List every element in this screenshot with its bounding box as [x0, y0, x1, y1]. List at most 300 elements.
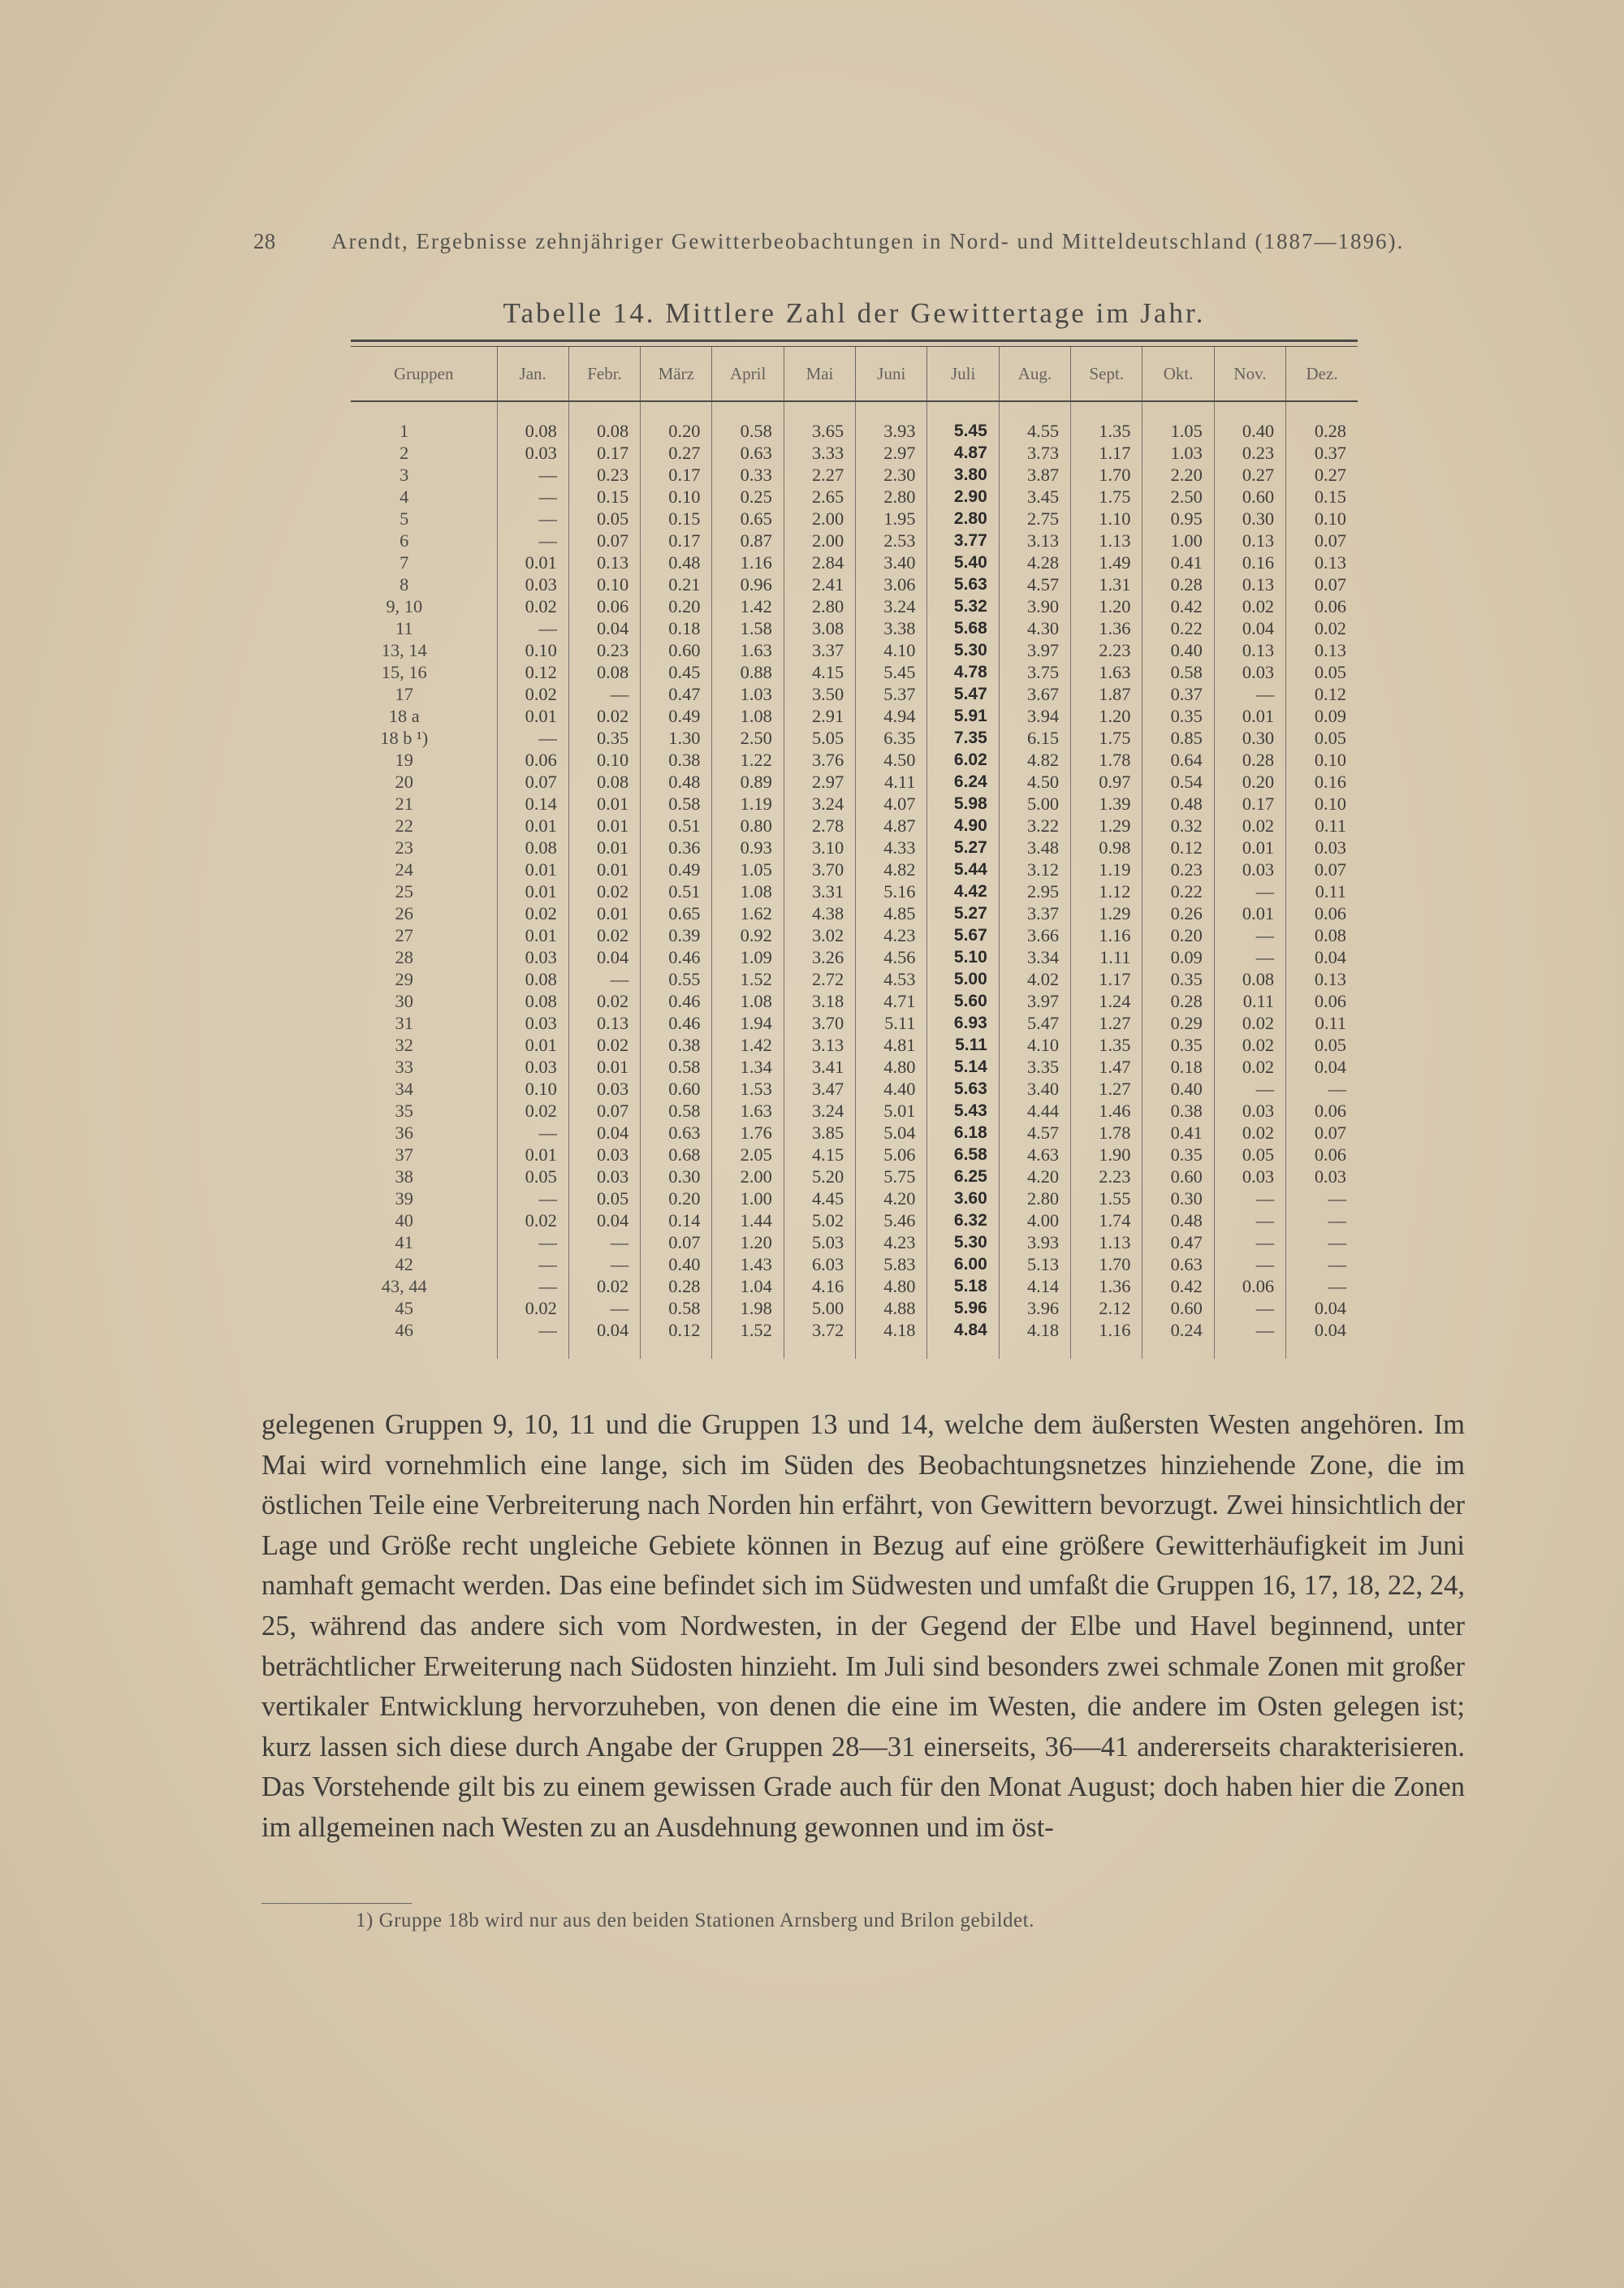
- value-cell: —: [1286, 1078, 1358, 1100]
- value-cell: 3.60: [927, 1187, 999, 1209]
- value-cell: 0.20: [641, 595, 712, 617]
- value-cell: 4.50: [999, 771, 1070, 793]
- header-title: Arendt, Ergebnisse zehnjähriger Gewitterbeobachtungen in Nord- und Mitteldeutschland (1887—1896).: [331, 229, 1405, 253]
- value-cell: 0.01: [568, 837, 640, 859]
- group-cell: 23: [395, 837, 413, 858]
- value-cell: 2.00: [784, 508, 855, 530]
- value-cell: 4.71: [856, 990, 927, 1012]
- column-header: Febr.: [568, 347, 640, 401]
- column-header: Jan.: [497, 347, 568, 401]
- value-cell: 1.39: [1071, 793, 1142, 815]
- value-cell: —: [1286, 1275, 1358, 1297]
- value-cell: 0.98: [1071, 837, 1142, 859]
- value-cell: 1.09: [712, 946, 784, 968]
- value-cell: 0.01: [497, 924, 568, 946]
- value-cell: 3.37: [999, 902, 1070, 924]
- value-cell: 5.46: [856, 1209, 927, 1231]
- value-cell: 0.01: [497, 705, 568, 727]
- value-cell: 1.35: [1071, 1034, 1142, 1056]
- value-cell: 4.88: [856, 1297, 927, 1319]
- value-cell: 5.63: [927, 573, 999, 595]
- value-cell: 3.45: [999, 486, 1070, 508]
- value-cell: 0.02: [497, 683, 568, 705]
- value-cell: 4.44: [999, 1100, 1070, 1122]
- value-cell: 0.08: [497, 420, 568, 442]
- value-cell: 3.85: [784, 1122, 855, 1144]
- value-cell: 3.12: [999, 859, 1070, 880]
- value-cell: 0.02: [568, 1034, 640, 1056]
- value-cell: 4.38: [784, 902, 855, 924]
- value-cell: 0.06: [1286, 902, 1358, 924]
- value-cell: 3.37: [784, 639, 855, 661]
- value-cell: 2.23: [1071, 639, 1142, 661]
- value-cell: 0.30: [1142, 1187, 1214, 1209]
- value-cell: 3.90: [999, 595, 1070, 617]
- value-cell: 4.90: [927, 815, 999, 837]
- value-cell: 3.08: [784, 617, 855, 639]
- table-row: [351, 815, 1358, 837]
- value-cell: 4.85: [856, 902, 927, 924]
- value-cell: 3.72: [784, 1319, 855, 1359]
- value-cell: 0.05: [497, 1166, 568, 1187]
- table-row: [351, 508, 1358, 530]
- value-cell: 0.01: [568, 1056, 640, 1078]
- table-row: [351, 442, 1358, 464]
- value-cell: 4.94: [856, 705, 927, 727]
- table-row: [351, 1253, 1358, 1275]
- value-cell: 3.33: [784, 442, 855, 464]
- value-cell: 1.78: [1071, 1122, 1142, 1144]
- value-cell: 0.01: [568, 902, 640, 924]
- value-cell: 0.03: [568, 1166, 640, 1187]
- value-cell: 0.23: [1214, 442, 1285, 464]
- value-cell: 5.10: [927, 946, 999, 968]
- value-cell: 1.98: [712, 1297, 784, 1319]
- value-cell: 0.47: [641, 683, 712, 705]
- value-cell: 0.27: [1286, 464, 1358, 486]
- value-cell: 0.38: [641, 1034, 712, 1056]
- value-cell: 1.47: [1071, 1056, 1142, 1078]
- value-cell: 0.07: [1286, 573, 1358, 595]
- group-cell: 19: [395, 750, 413, 770]
- value-cell: 0.13: [568, 551, 640, 573]
- value-cell: 0.04: [568, 1209, 640, 1231]
- value-cell: 4.18: [999, 1319, 1070, 1359]
- value-cell: 0.12: [1142, 837, 1214, 859]
- value-cell: 1.20: [712, 1231, 784, 1253]
- value-cell: 0.15: [641, 508, 712, 530]
- value-cell: 1.03: [1142, 442, 1214, 464]
- value-cell: —: [568, 1253, 640, 1275]
- value-cell: 2.41: [784, 573, 855, 595]
- value-cell: 1.53: [712, 1078, 784, 1100]
- value-cell: 0.04: [1286, 946, 1358, 968]
- value-cell: 3.65: [784, 420, 855, 442]
- value-cell: 0.01: [497, 551, 568, 573]
- value-cell: 0.68: [641, 1144, 712, 1166]
- value-cell: 0.37: [1286, 442, 1358, 464]
- page-number: 28: [253, 229, 276, 253]
- value-cell: 0.48: [641, 551, 712, 573]
- footnote: [356, 1910, 1411, 1932]
- value-cell: 0.02: [1214, 595, 1285, 617]
- table-row: [351, 617, 1358, 639]
- value-cell: 0.10: [497, 1078, 568, 1100]
- value-cell: 0.03: [497, 1012, 568, 1034]
- spacer-cell: [927, 401, 999, 420]
- value-cell: 5.98: [927, 793, 999, 815]
- value-cell: 0.03: [1214, 1166, 1285, 1187]
- value-cell: 3.26: [784, 946, 855, 968]
- value-cell: 0.40: [641, 1253, 712, 1275]
- group-cell: 34: [395, 1079, 413, 1099]
- value-cell: 0.01: [497, 1144, 568, 1166]
- group-cell: 33: [395, 1057, 413, 1077]
- value-cell: —: [568, 968, 640, 990]
- value-cell: 5.05: [784, 727, 855, 749]
- value-cell: 4.82: [999, 749, 1070, 771]
- value-cell: 3.41: [784, 1056, 855, 1078]
- value-cell: 0.58: [641, 1056, 712, 1078]
- value-cell: 0.05: [1286, 661, 1358, 683]
- value-cell: 3.02: [784, 924, 855, 946]
- value-cell: 0.23: [568, 639, 640, 661]
- value-cell: 2.53: [856, 530, 927, 551]
- value-cell: —: [1214, 1297, 1285, 1319]
- table-row: [351, 837, 1358, 859]
- value-cell: 5.37: [856, 683, 927, 705]
- value-cell: 4.56: [856, 946, 927, 968]
- table-row: [351, 1034, 1358, 1056]
- value-cell: 1.46: [1071, 1100, 1142, 1122]
- table-row: [351, 1275, 1358, 1297]
- value-cell: 0.88: [712, 661, 784, 683]
- value-cell: 6.00: [927, 1253, 999, 1275]
- group-cell: 7: [400, 552, 409, 573]
- value-cell: 0.46: [641, 1012, 712, 1034]
- value-cell: 0.06: [1286, 1100, 1358, 1122]
- value-cell: 0.02: [568, 924, 640, 946]
- value-cell: 3.96: [999, 1297, 1070, 1319]
- value-cell: —: [497, 1122, 568, 1144]
- value-cell: 0.11: [1286, 815, 1358, 837]
- value-cell: 0.11: [1214, 990, 1285, 1012]
- value-cell: 2.95: [999, 880, 1070, 902]
- table-row: [351, 880, 1358, 902]
- value-cell: 0.37: [1142, 683, 1214, 705]
- group-cell: 39: [395, 1188, 413, 1209]
- value-cell: 0.30: [1214, 508, 1285, 530]
- table-row: [351, 749, 1358, 771]
- value-cell: 0.13: [1214, 573, 1285, 595]
- value-cell: 3.13: [784, 1034, 855, 1056]
- value-cell: 5.67: [927, 924, 999, 946]
- value-cell: 6.18: [927, 1122, 999, 1144]
- value-cell: 5.06: [856, 1144, 927, 1166]
- value-cell: 5.00: [927, 968, 999, 990]
- value-cell: 5.45: [927, 420, 999, 442]
- value-cell: 1.52: [712, 968, 784, 990]
- value-cell: 1.13: [1071, 1231, 1142, 1253]
- value-cell: 0.01: [1214, 705, 1285, 727]
- value-cell: 5.27: [927, 837, 999, 859]
- value-cell: 0.01: [497, 880, 568, 902]
- value-cell: 6.24: [927, 771, 999, 793]
- value-cell: 0.17: [568, 442, 640, 464]
- value-cell: 2.72: [784, 968, 855, 990]
- value-cell: 1.44: [712, 1209, 784, 1231]
- value-cell: 4.14: [999, 1275, 1070, 1297]
- value-cell: 0.13: [1286, 968, 1358, 990]
- value-cell: 1.27: [1071, 1012, 1142, 1034]
- value-cell: 0.38: [641, 749, 712, 771]
- spacer-cell: [1071, 401, 1142, 420]
- value-cell: —: [497, 1187, 568, 1209]
- value-cell: 3.70: [784, 1012, 855, 1034]
- value-cell: 0.08: [568, 420, 640, 442]
- value-cell: 0.39: [641, 924, 712, 946]
- value-cell: 4.42: [927, 880, 999, 902]
- value-cell: 0.89: [712, 771, 784, 793]
- value-cell: 1.49: [1071, 551, 1142, 573]
- value-cell: 1.24: [1071, 990, 1142, 1012]
- value-cell: 3.47: [784, 1078, 855, 1100]
- value-cell: 5.20: [784, 1166, 855, 1187]
- group-cell: 38: [395, 1166, 413, 1187]
- value-cell: 1.36: [1071, 1275, 1142, 1297]
- value-cell: 6.58: [927, 1144, 999, 1166]
- value-cell: 0.10: [1286, 793, 1358, 815]
- value-cell: 0.93: [712, 837, 784, 859]
- value-cell: 1.10: [1071, 508, 1142, 530]
- value-cell: 5.44: [927, 859, 999, 880]
- value-cell: 0.12: [497, 661, 568, 683]
- value-cell: 2.23: [1071, 1166, 1142, 1187]
- value-cell: 3.50: [784, 683, 855, 705]
- value-cell: —: [497, 1231, 568, 1253]
- value-cell: 0.46: [641, 990, 712, 1012]
- value-cell: 0.63: [712, 442, 784, 464]
- value-cell: 0.02: [1214, 1034, 1285, 1056]
- group-cell: 43, 44: [381, 1276, 427, 1296]
- value-cell: 2.75: [999, 508, 1070, 530]
- value-cell: 3.67: [999, 683, 1070, 705]
- value-cell: 1.63: [712, 639, 784, 661]
- value-cell: 0.20: [641, 1187, 712, 1209]
- value-cell: 0.87: [712, 530, 784, 551]
- group-cell: 15, 16: [381, 662, 427, 682]
- value-cell: 0.07: [1286, 859, 1358, 880]
- value-cell: 0.21: [641, 573, 712, 595]
- value-cell: 3.24: [784, 1100, 855, 1122]
- value-cell: 0.58: [641, 1297, 712, 1319]
- value-cell: —: [497, 464, 568, 486]
- group-cell: 4: [400, 487, 409, 507]
- value-cell: 0.06: [497, 749, 568, 771]
- group-cell: 1: [400, 421, 409, 441]
- value-cell: 0.02: [1214, 815, 1285, 837]
- value-cell: 1.70: [1071, 464, 1142, 486]
- value-cell: 0.03: [568, 1078, 640, 1100]
- value-cell: 5.11: [927, 1034, 999, 1056]
- value-cell: 5.16: [856, 880, 927, 902]
- value-cell: 0.02: [497, 1297, 568, 1319]
- group-cell: 13, 14: [381, 640, 427, 660]
- value-cell: 0.28: [1286, 420, 1358, 442]
- value-cell: 0.22: [1142, 617, 1214, 639]
- value-cell: 2.12: [1071, 1297, 1142, 1319]
- value-cell: 0.05: [568, 508, 640, 530]
- value-cell: 4.78: [927, 661, 999, 683]
- value-cell: 5.04: [856, 1122, 927, 1144]
- data-table: [351, 347, 1358, 1359]
- value-cell: 3.80: [927, 464, 999, 486]
- value-cell: 4.23: [856, 924, 927, 946]
- value-cell: 6.35: [856, 727, 927, 749]
- value-cell: 0.14: [497, 793, 568, 815]
- value-cell: —: [1214, 1209, 1285, 1231]
- value-cell: 1.00: [1142, 530, 1214, 551]
- value-cell: 0.14: [641, 1209, 712, 1231]
- value-cell: 0.07: [568, 530, 640, 551]
- group-cell: 20: [395, 772, 413, 792]
- value-cell: 0.13: [1214, 639, 1285, 661]
- value-cell: 0.04: [1286, 1319, 1358, 1359]
- value-cell: 0.20: [641, 420, 712, 442]
- value-cell: 0.13: [568, 1012, 640, 1034]
- value-cell: 1.30: [641, 727, 712, 749]
- value-cell: 2.05: [712, 1144, 784, 1166]
- group-cell: 28: [395, 947, 413, 967]
- value-cell: 1.78: [1071, 749, 1142, 771]
- value-cell: 4.07: [856, 793, 927, 815]
- value-cell: 0.02: [568, 705, 640, 727]
- value-cell: 4.45: [784, 1187, 855, 1209]
- value-cell: 1.75: [1071, 486, 1142, 508]
- value-cell: —: [497, 530, 568, 551]
- table-row: [351, 1187, 1358, 1209]
- value-cell: 1.16: [1071, 1319, 1142, 1359]
- value-cell: 4.10: [999, 1034, 1070, 1056]
- value-cell: 0.30: [1214, 727, 1285, 749]
- value-cell: 0.46: [641, 946, 712, 968]
- value-cell: 0.06: [1286, 595, 1358, 617]
- value-cell: 1.74: [1071, 1209, 1142, 1231]
- group-cell: 24: [395, 859, 413, 880]
- value-cell: 0.28: [1142, 573, 1214, 595]
- value-cell: 6.25: [927, 1166, 999, 1187]
- value-cell: 1.17: [1071, 968, 1142, 990]
- value-cell: 4.80: [856, 1275, 927, 1297]
- value-cell: 0.08: [497, 837, 568, 859]
- value-cell: 0.01: [497, 815, 568, 837]
- value-cell: 0.10: [641, 486, 712, 508]
- table-row: [351, 1144, 1358, 1166]
- value-cell: 2.30: [856, 464, 927, 486]
- group-cell: 17: [395, 684, 413, 704]
- value-cell: 0.16: [1214, 551, 1285, 573]
- value-cell: 0.06: [1286, 1144, 1358, 1166]
- value-cell: 3.35: [999, 1056, 1070, 1078]
- value-cell: 5.18: [927, 1275, 999, 1297]
- column-header: Mai: [784, 347, 855, 401]
- spacer-cell: [497, 401, 568, 420]
- value-cell: 0.08: [1214, 968, 1285, 990]
- value-cell: 4.00: [999, 1209, 1070, 1231]
- value-cell: 0.02: [497, 1209, 568, 1231]
- value-cell: 5.83: [856, 1253, 927, 1275]
- column-header: April: [712, 347, 784, 401]
- value-cell: 0.04: [1286, 1056, 1358, 1078]
- value-cell: 1.62: [712, 902, 784, 924]
- value-cell: —: [497, 1275, 568, 1297]
- value-cell: 0.10: [568, 749, 640, 771]
- value-cell: 4.50: [856, 749, 927, 771]
- value-cell: 0.06: [568, 595, 640, 617]
- value-cell: 0.22: [1142, 880, 1214, 902]
- value-cell: 0.13: [1214, 530, 1285, 551]
- value-cell: 0.02: [1214, 1122, 1285, 1144]
- table-title: Tabelle 14. Mittlere Zahl der Gewittertage im Jahr.: [503, 297, 1206, 329]
- value-cell: 0.20: [1214, 771, 1285, 793]
- value-cell: 0.03: [497, 442, 568, 464]
- value-cell: 5.60: [927, 990, 999, 1012]
- value-cell: 0.03: [568, 1144, 640, 1166]
- value-cell: 0.29: [1142, 1012, 1214, 1034]
- table-row: [351, 727, 1358, 749]
- table-row: [351, 1297, 1358, 1319]
- value-cell: 4.82: [856, 859, 927, 880]
- thunderstorm-days-table: [351, 340, 1358, 1359]
- value-cell: 0.08: [497, 990, 568, 1012]
- value-cell: 4.18: [856, 1319, 927, 1359]
- value-cell: 0.65: [641, 902, 712, 924]
- group-cell: 45: [395, 1298, 413, 1318]
- value-cell: 1.36: [1071, 617, 1142, 639]
- value-cell: 6.32: [927, 1209, 999, 1231]
- spacer-cell: [568, 401, 640, 420]
- value-cell: 0.04: [568, 1122, 640, 1144]
- value-cell: 0.64: [1142, 749, 1214, 771]
- table-row: [351, 1231, 1358, 1253]
- value-cell: 1.05: [1142, 420, 1214, 442]
- value-cell: 4.11: [856, 771, 927, 793]
- value-cell: 1.12: [1071, 880, 1142, 902]
- value-cell: 0.23: [1142, 859, 1214, 880]
- value-cell: 0.58: [641, 1100, 712, 1122]
- value-cell: 0.18: [641, 617, 712, 639]
- body-paragraph: gelegenen Gruppen 9, 10, 11 und die Gruppen 13 und 14, welche dem äußersten Westen angehören. Im Mai wird vornehmlich eine lange, sich im Süden des Beobachtungsnetzes hinziehende Zone, die im östlichen Teile eine Verbreiterung nach Norden hin erfährt, von Gewittern bevorzugt. Zwei hinsichtlich der Lage und Größe recht ungleiche Gebiete können in Bezug auf eine größere Gewitterhäufigkeit im Juni namhaft gemacht werden. Das eine befindet sich im Südwesten und umfaßt die Gruppen 16, 17, 18, 22, 24, 25, während das andere sich vom Nordwesten, in der Gegend der Elbe und Havel beginnend, unter beträchtlicher Erweiterung nach Südosten hinzieht. Im Juli sind besonders zwei schmale Zonen mit großer vertikaler Entwicklung hervorzuheben, von denen die eine im Westen, die andere im Osten gelegen ist; kurz lassen sich diese durch Angabe der Gruppen 28—31 einerseits, 36—41 andererseits charakterisieren. Das Vorstehende gilt bis zu einem gewissen Grade auch für den Monat August; doch haben hier die Zonen im allgemeinen nach Westen zu an Ausdehnung gewonnen und im öst-: [261, 1409, 1465, 1843]
- value-cell: 0.09: [1286, 705, 1358, 727]
- value-cell: 0.25: [712, 486, 784, 508]
- value-cell: 0.02: [497, 1100, 568, 1122]
- footnote-rule: [261, 1903, 412, 1904]
- table-row: [351, 859, 1358, 880]
- value-cell: 4.15: [784, 1144, 855, 1166]
- value-cell: 0.47: [1142, 1231, 1214, 1253]
- value-cell: 0.33: [712, 464, 784, 486]
- value-cell: —: [1214, 924, 1285, 946]
- value-cell: 5.30: [927, 1231, 999, 1253]
- group-cell: 21: [395, 794, 413, 814]
- value-cell: 0.92: [712, 924, 784, 946]
- value-cell: 0.04: [568, 946, 640, 968]
- table-row: [351, 464, 1358, 486]
- value-cell: 0.04: [568, 1319, 640, 1359]
- value-cell: 0.20: [1142, 924, 1214, 946]
- value-cell: 1.35: [1071, 420, 1142, 442]
- value-cell: 2.90: [927, 486, 999, 508]
